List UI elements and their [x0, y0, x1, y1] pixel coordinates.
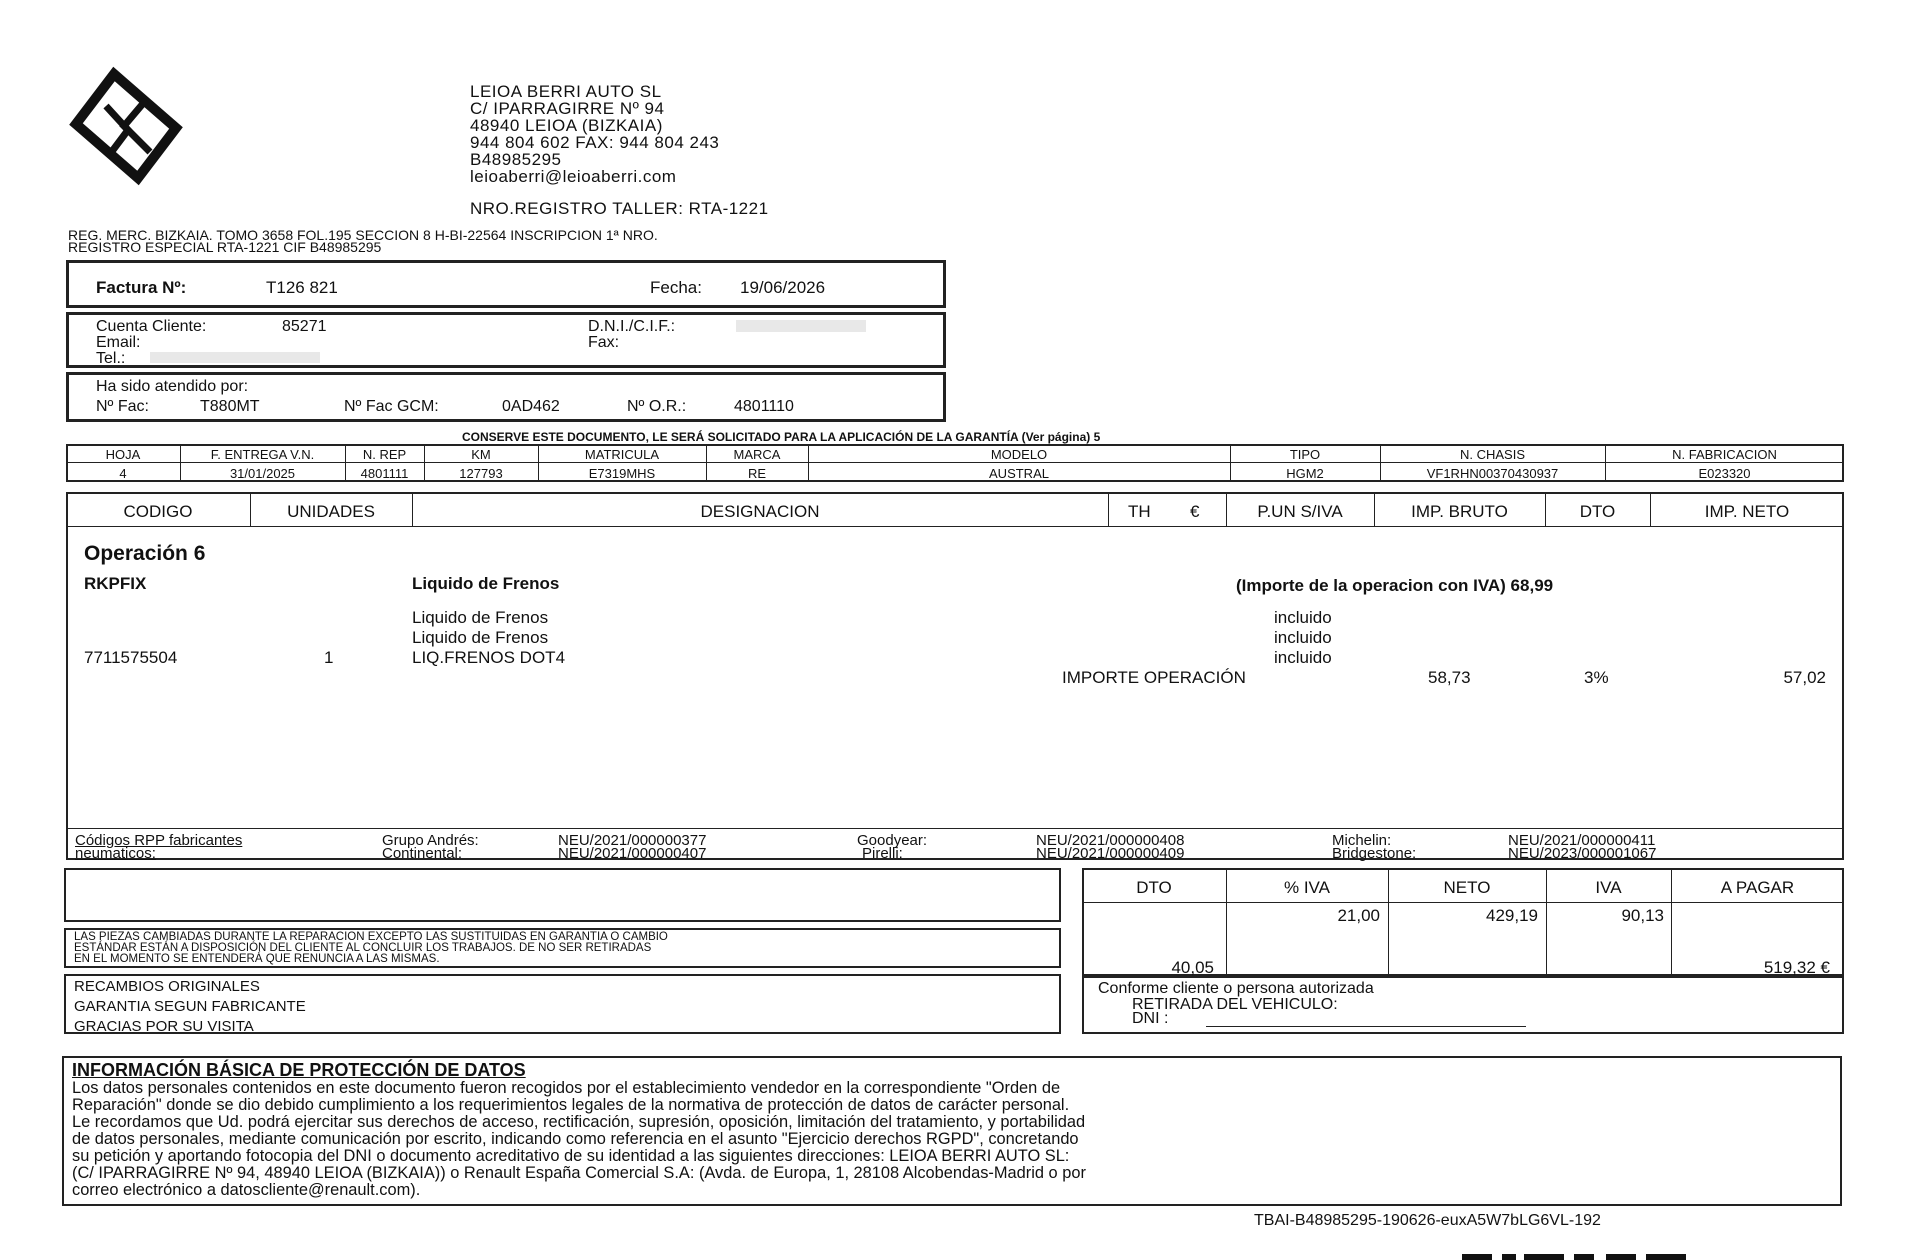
company-email: leioaberri@leioaberri.com	[470, 167, 677, 186]
totals-header-1: % IVA	[1284, 878, 1330, 897]
email-label: Email:	[96, 334, 141, 351]
warranty-notice: CONSERVE ESTE DOCUMENTO, LE SERÁ SOLICITADO PARA LA APLICACIÓN DE LA GARANTÍA (Ver página) 5	[462, 430, 1101, 444]
rpp-label-1: Códigos RPP fabricantes	[75, 832, 243, 849]
rpp-continental-label: Continental:	[382, 845, 463, 862]
privacy-line: correo electrónico a datoscliente@renault.com).	[72, 1181, 421, 1199]
vehicle-value-1: 31/01/2025	[229, 466, 296, 481]
conformity-dni-label: DNI :	[1132, 1010, 1169, 1027]
op-name: Liquido de Frenos	[412, 574, 560, 593]
rpp-continental: NEU/2021/000000407	[558, 845, 707, 862]
totals-iva: 90,13	[1621, 906, 1664, 925]
rpp-grupo-andres: NEU/2021/000000377	[558, 832, 707, 849]
nfac-label: Nº Fac:	[96, 398, 149, 415]
vehicle-header-3: KM	[471, 447, 491, 462]
totals-header-3: IVA	[1595, 878, 1622, 897]
totals-header-2: NETO	[1443, 878, 1491, 897]
operation-label: Operación 6	[84, 542, 206, 565]
rpp-label-2: neumaticos:	[75, 845, 156, 862]
totals-iva-pct: 21,00	[1337, 906, 1380, 925]
nfac-value: T880MT	[200, 398, 260, 415]
op-importe: (Importe de la operacion con IVA) 68,99	[1236, 576, 1554, 595]
col-th: TH	[1128, 502, 1151, 521]
col-dto: DTO	[1579, 502, 1616, 521]
privacy-line: Reparación" donde se dio debido cumplimiento a los requerimientos legales de la normativa de protección de datos de carácter personal.	[72, 1096, 1070, 1114]
company-phones: 944 804 602 FAX: 944 804 243	[470, 133, 720, 152]
totals-header-4: A PAGAR	[1720, 878, 1795, 897]
row-designacion: LIQ.FRENOS DOT4	[412, 648, 566, 667]
row-status: incluido	[1274, 648, 1332, 667]
row-unidades: 1	[324, 648, 334, 667]
col-unidades: UNIDADES	[287, 502, 375, 521]
row-codigo: 7711575504	[84, 648, 178, 667]
factura-label: Factura Nº:	[96, 278, 187, 297]
dni-label: D.N.I./C.I.F.:	[588, 318, 676, 335]
fax-label: Fax:	[588, 334, 620, 351]
privacy-line: Le recordamos que Ud. podrá ejercitar sus derechos de acceso, rectificación, supresión, oposición, limitación del tratamiento, y portabilidad	[72, 1113, 1086, 1131]
vehicle-value-0: 4	[119, 466, 127, 481]
reg-merc-line1: REG. MERC. BIZKAIA. TOMO 3658 FOL.195 SECCION 8 H-BI-22564 INSCRIPCION 1ª NRO.	[68, 227, 658, 243]
vehicle-header-4: MATRICULA	[584, 447, 660, 462]
attended-label: Ha sido atendido por:	[96, 378, 249, 395]
vehicle-header-2: N. REP	[362, 447, 407, 462]
row-status: incluido	[1274, 608, 1332, 627]
blank-box	[64, 868, 1061, 922]
col-neto: IMP. NETO	[1704, 502, 1790, 521]
col-euro: €	[1190, 502, 1200, 521]
row-status: incluido	[1274, 628, 1332, 647]
rpp-michelin: NEU/2021/000000411	[1508, 832, 1656, 849]
rpp-goodyear: NEU/2021/000000408	[1036, 832, 1185, 849]
renault-logo	[66, 66, 196, 186]
company-cif: B48985295	[470, 150, 562, 169]
vehicle-value-8: VF1RHN00370430937	[1426, 466, 1559, 481]
vehicle-value-9: E023320	[1698, 466, 1751, 481]
vehicle-header-0: HOJA	[105, 447, 141, 462]
totals-header-0: DTO	[1136, 878, 1172, 897]
importe-operacion-bruto: 58,73	[1428, 668, 1471, 687]
parts-notice-line: ESTÁNDAR ESTÁN A DISPOSICIÓN DEL CLIENTE AL CONCLUIR LOS TRABAJOS. DE NO SER RETIRADAS	[74, 942, 652, 954]
vehicle-header-1: F. ENTREGA V.N.	[210, 447, 315, 462]
vehicle-header-5: MARCA	[733, 447, 781, 462]
factura-value: T126 821	[266, 278, 338, 297]
company-name: LEIOA BERRI AUTO SL	[470, 82, 662, 101]
fecha-label: Fecha:	[650, 278, 702, 297]
or-value: 4801110	[734, 398, 794, 415]
vehicle-header-7: TIPO	[1289, 447, 1321, 462]
rpp-goodyear-label: Goodyear:	[857, 832, 928, 849]
company-street: C/ IPARRAGIRRE Nº 94	[470, 99, 665, 118]
row-designacion: Liquido de Frenos	[412, 608, 549, 627]
importe-operacion-neto: 57,02	[1783, 668, 1826, 687]
footer-note: GRACIAS POR SU VISITA	[74, 1018, 254, 1035]
totals-a-pagar: 519,32 €	[1763, 958, 1830, 977]
totals-dto: 40,05	[1171, 958, 1214, 977]
qr-code	[1462, 1254, 1742, 1260]
cuenta-value: 85271	[282, 318, 327, 335]
rpp-bridgestone: NEU/2023/000001067	[1508, 845, 1657, 862]
or-label: Nº O.R.:	[627, 398, 687, 415]
privacy-line: (C/ IPARRAGIRRE Nº 94, 48940 LEIOA (BIZKAIA)) o Renault España Comercial S.A: (Avda. de Europa, 1, 28108 Alcobendas-Madrid o por	[72, 1164, 1086, 1182]
conformity-line2: RETIRADA DEL VEHICULO:	[1132, 996, 1338, 1013]
parts-notice-line: EN EL MOMENTO SE ENTENDERÁ QUE RENUNCIA A LAS MISMAS.	[74, 953, 440, 965]
importe-operacion-label: IMPORTE OPERACIÓN	[1062, 668, 1246, 687]
col-designacion: DESIGNACION	[700, 502, 820, 521]
rpp-grupo-andres-label: Grupo Andrés:	[382, 832, 479, 849]
vehicle-header-8: N. CHASIS	[1459, 447, 1525, 462]
company-city: 48940 LEIOA (BIZKAIA)	[470, 116, 663, 135]
rpp-michelin-label: Michelin:	[1332, 832, 1392, 849]
col-codigo: CODIGO	[123, 502, 193, 521]
dni-redacted	[736, 320, 866, 332]
vehicle-header-9: N. FABRICACION	[1672, 447, 1777, 462]
privacy-line: de datos personales, mediante comunicación por escrito, indicando como referencia en el asunto "Ejercicio derechos RGPD", concretando	[72, 1130, 1079, 1148]
fecha-value: 19/06/2026	[740, 278, 826, 297]
lines-table	[66, 492, 1844, 860]
vehicle-value-3: 127793	[459, 466, 503, 481]
rpp-bridgestone-label: Bridgestone:	[1332, 845, 1417, 862]
vehicle-value-4: E7319MHS	[588, 466, 656, 481]
footer-note: RECAMBIOS ORIGINALES	[74, 978, 260, 995]
tel-label: Tel.:	[96, 350, 126, 367]
col-pun: P.UN S/IVA	[1257, 502, 1343, 521]
gcm-value: 0AD462	[502, 398, 560, 415]
op-code: RKPFIX	[84, 574, 147, 593]
reg-merc-line2: REGISTRO ESPECIAL RTA-1221 CIF B48985295	[68, 239, 382, 255]
conformity-line1: Conforme cliente o persona autorizada	[1098, 980, 1374, 997]
gcm-label: Nº Fac GCM:	[344, 398, 439, 415]
col-bruto: IMP. BRUTO	[1411, 502, 1508, 521]
vehicle-value-2: 4801111	[360, 466, 409, 481]
parts-notice-line: LAS PIEZAS CAMBIADAS DURANTE LA REPARACION EXCEPTO LAS SUSTITUIDAS EN GARANTIA O CAMBIO	[74, 931, 668, 943]
privacy-title: INFORMACIÓN BÁSICA DE PROTECCIÓN DE DATOS	[72, 1060, 526, 1080]
privacy-line: Los datos personales contenidos en este documento fueron recogidos por el establecimiento vendedor en la correspondiente "Orden de	[72, 1079, 1061, 1097]
tel-redacted	[150, 352, 320, 363]
cuenta-label: Cuenta Cliente:	[96, 318, 207, 335]
rpp-pirelli-label: Pirelli:	[862, 845, 903, 862]
rpp-pirelli: NEU/2021/000000409	[1036, 845, 1185, 862]
vehicle-header-6: MODELO	[990, 447, 1048, 462]
privacy-line: su petición y aportando fotocopia del DNI o documento acreditativo de su identidad a las siguientes direcciones: LEIOA BERRI AUTO SL:	[72, 1147, 1070, 1165]
registro-taller: NRO.REGISTRO TALLER: RTA-1221	[470, 199, 769, 218]
vehicle-value-6: AUSTRAL	[989, 466, 1049, 481]
tbai-code: TBAI-B48985295-190626-euxA5W7bLG6VL-192	[1254, 1212, 1601, 1229]
vehicle-value-5: RE	[747, 466, 767, 481]
totals-neto: 429,19	[1486, 906, 1538, 925]
row-designacion: Liquido de Frenos	[412, 628, 549, 647]
vehicle-value-7: HGM2	[1286, 466, 1324, 481]
footer-note: GARANTIA SEGUN FABRICANTE	[74, 998, 306, 1015]
importe-operacion-dto: 3%	[1584, 668, 1609, 687]
